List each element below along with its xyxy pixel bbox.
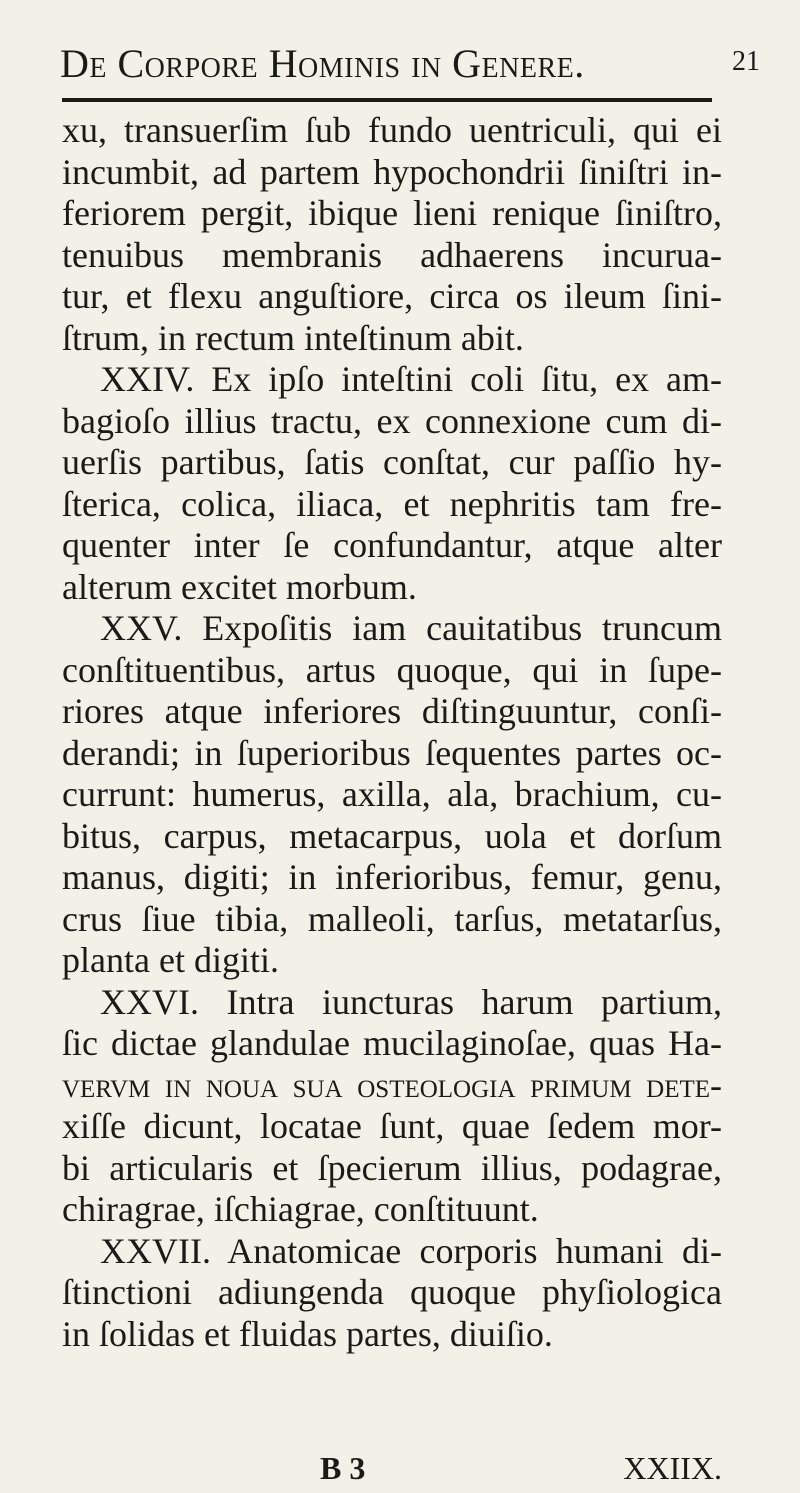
- text-line: ſtrum, in rectum inteſtinum abit.: [62, 317, 524, 358]
- text-line: conſtituentibus, artus quoque, qui in ſupe-: [62, 649, 722, 690]
- paragraph-start-line: XXVII. Anatomicae corporis humani di-: [100, 1230, 722, 1271]
- text-line: xu, transuerſim ſub fundo uentriculi, qui ei: [62, 110, 722, 150]
- text-line: xiſſe dicunt, locatae ſunt, quae ſedem mor-: [62, 1106, 722, 1146]
- page-header: [60, 40, 760, 88]
- text-line: feriorem pergit, ibique lieni renique ſiniſtro,: [62, 193, 722, 233]
- text-line: tenuibus membranis adhaerens incurua-: [62, 234, 722, 275]
- catchword: XXIIX.: [623, 1450, 722, 1486]
- text-line: bitus, carpus, metacarpus, uola et dorſum: [62, 815, 722, 856]
- text-line: ſic dictae glandulae mucilaginoſae, quas Ha-: [62, 1023, 722, 1063]
- text-line: ſtinctioni adiungenda quoque phyſiologica: [62, 1272, 722, 1312]
- text-line: chiragrae, iſchiagrae, conſtituunt.: [62, 1189, 539, 1229]
- text-line: alterum excitet morbum.: [62, 566, 417, 607]
- text-line: bagioſo illius tractu, ex connexione cum di-: [62, 400, 722, 441]
- text-line: uerſis partibus, ſatis conſtat, cur paſſio hy-: [62, 442, 722, 482]
- text-line: bi articularis et ſpecierum illius, podagrae,: [62, 1147, 722, 1188]
- text-line: ſterica, colica, iliaca, et nephritis tam fre-: [62, 483, 722, 524]
- text-line: vervm in noua ſua oſteologia primum dete-: [62, 1064, 722, 1105]
- running-head: De Corpore Hominis in Genere.: [60, 41, 585, 86]
- text-line: crus ſiue tibia, malleoli, tarſus, metatarſus,: [62, 898, 722, 939]
- text-line: currunt: humerus, axilla, ala, brachium, cu-: [62, 774, 722, 814]
- body-text: [62, 110, 722, 1355]
- page-number: 21: [732, 46, 760, 77]
- paragraph-start-line: XXV. Expoſitis iam cauitatibus truncum: [100, 608, 722, 648]
- page-footer: [62, 1450, 722, 1490]
- paragraph-start-line: XXIV. Ex ipſo inteſtini coli ſitu, ex am-: [100, 359, 722, 399]
- header-rule: [62, 98, 712, 102]
- text-line: in ſolidas et fluidas partes, diuiſio.: [62, 1313, 553, 1354]
- paragraph-start-line: XXVI. Intra iuncturas harum partium,: [100, 981, 722, 1022]
- text-line: planta et digiti.: [62, 940, 279, 980]
- text-line: riores atque inferiores diſtinguuntur, conſi-: [62, 691, 722, 731]
- text-line: quenter inter ſe confundantur, atque alter: [62, 525, 722, 565]
- text-line: manus, digiti; in inferioribus, femur, genu,: [62, 857, 722, 897]
- text-line: tur, et flexu anguſtiore, circa os ileum ſini-: [62, 276, 722, 316]
- text-line: derandi; in ſuperioribus ſequentes partes oc-: [62, 732, 722, 773]
- signature-mark: B 3: [320, 1450, 366, 1486]
- text-line: incumbit, ad partem hypochondrii ſiniſtri in-: [62, 151, 722, 192]
